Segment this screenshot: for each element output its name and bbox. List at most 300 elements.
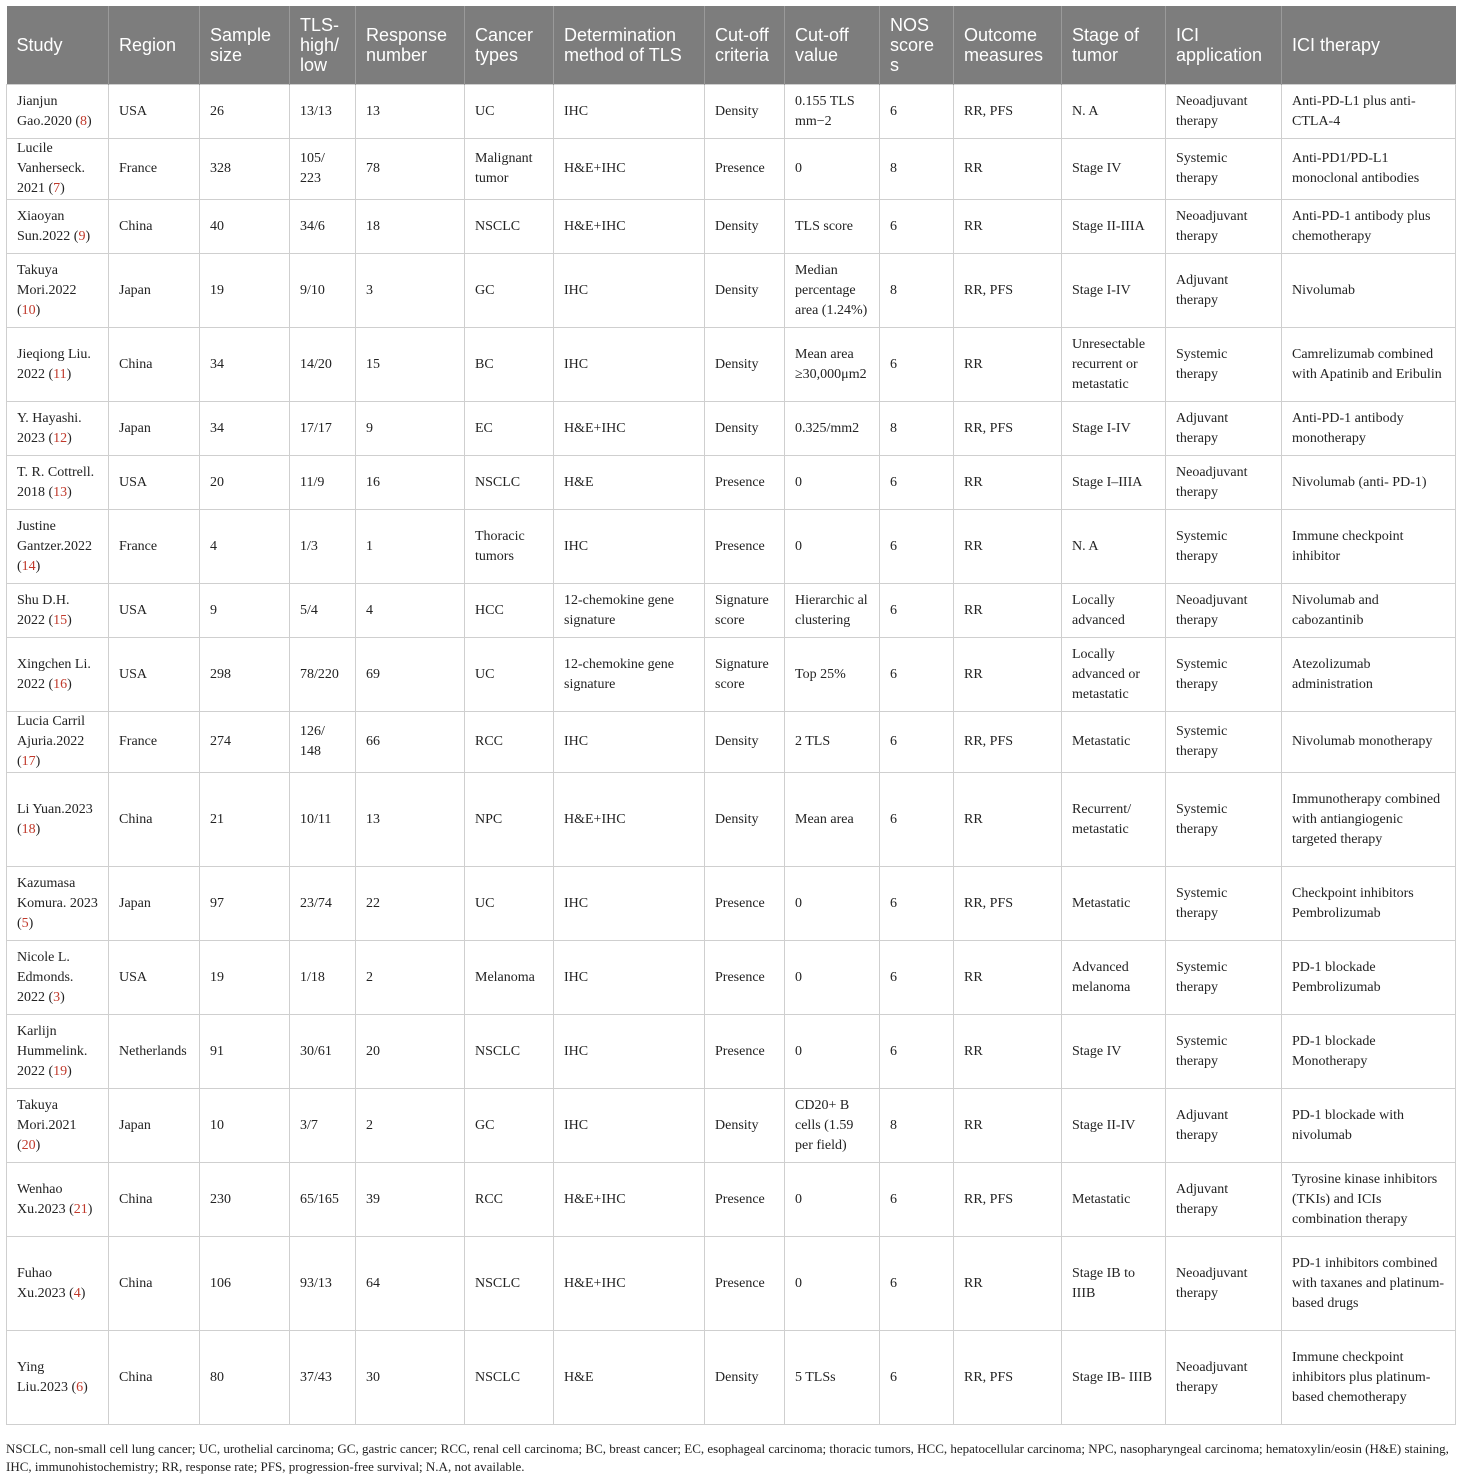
- method-cell: IHC: [554, 1015, 705, 1089]
- study-cell: Jianjun Gao.2020 (8): [7, 85, 109, 139]
- stage-cell: Stage I-IV: [1062, 402, 1166, 456]
- cutoff-value-cell: 0: [785, 1015, 880, 1089]
- cancer-types-cell: RCC: [465, 712, 554, 773]
- tls-high-low-cell: 1/18: [290, 941, 356, 1015]
- method-cell: IHC: [554, 85, 705, 139]
- cancer-types-cell: NSCLC: [465, 200, 554, 254]
- cutoff-value-cell: Mean area ≥30,000μm2: [785, 328, 880, 402]
- reference-link[interactable]: 18: [21, 821, 36, 837]
- method-cell: IHC: [554, 1089, 705, 1163]
- ici-application-cell: Neoadjuvant therapy: [1166, 200, 1282, 254]
- table-footnote: NSCLC, non-small cell lung cancer; UC, urothelial carcinoma; GC, gastric cancer; RCC, renal cell carcinoma; BC, breast cancer; EC, esophageal carcinoma; thoracic tumors, HCC, hepatocellular carcinoma; NPC, nasopharyngeal carcinoma; hematoxylin/eosin (H&E) staining, IHC, immunohistochemistry; RR, response rate; PFS, progression-free survival; N.A, not available.: [6, 1441, 1449, 1474]
- outcome-cell: RR, PFS: [954, 85, 1062, 139]
- table-row: [7, 712, 1456, 773]
- stage-cell: Metastatic: [1062, 867, 1166, 941]
- ici-application-cell: Systemic therapy: [1166, 510, 1282, 584]
- response-number-cell: 9: [356, 402, 465, 456]
- outcome-cell: RR, PFS: [954, 1331, 1062, 1425]
- response-number-cell: 4: [356, 584, 465, 638]
- sample-size-cell: 34: [200, 328, 290, 402]
- ici-therapy-cell: PD-1 blockade Pembrolizumab: [1282, 941, 1456, 1015]
- nos-score-cell: 6: [880, 1163, 954, 1237]
- reference-link[interactable]: 11: [53, 366, 67, 382]
- region-cell: Japan: [109, 1089, 200, 1163]
- nos-score-cell: 6: [880, 1237, 954, 1331]
- method-cell: IHC: [554, 712, 705, 773]
- outcome-cell: RR: [954, 638, 1062, 712]
- ici-application-cell: Systemic therapy: [1166, 941, 1282, 1015]
- cancer-types-cell: NSCLC: [465, 456, 554, 510]
- ici-application-cell: Adjuvant therapy: [1166, 254, 1282, 328]
- study-name: Karlijn Hummelink. 2022: [17, 1023, 88, 1079]
- study-cell: Wenhao Xu.2023 (21): [7, 1163, 109, 1237]
- study-name: Jianjun Gao.2020: [17, 93, 72, 129]
- region-cell: China: [109, 773, 200, 867]
- ici-application-cell: Neoadjuvant therapy: [1166, 85, 1282, 139]
- cutoff-value-cell: TLS score: [785, 200, 880, 254]
- reference-link[interactable]: 7: [53, 181, 61, 196]
- cutoff-value-cell: Median percentage area (1.24%): [785, 254, 880, 328]
- cancer-types-cell: GC: [465, 1089, 554, 1163]
- cutoff-criteria-cell: Presence: [705, 510, 785, 584]
- table-row: [7, 402, 1456, 456]
- sample-size-cell: 19: [200, 254, 290, 328]
- method-cell: H&E: [554, 1331, 705, 1425]
- cutoff-value-cell: 0.155 TLS mm−2: [785, 85, 880, 139]
- response-number-cell: 2: [356, 941, 465, 1015]
- cancer-types-cell: BC: [465, 328, 554, 402]
- study-cell: Y. Hayashi. 2023 (12): [7, 402, 109, 456]
- cancer-types-cell: EC: [465, 402, 554, 456]
- column-header: Cancer types: [465, 6, 554, 85]
- tls-high-low-cell: 3/7: [290, 1089, 356, 1163]
- response-number-cell: 30: [356, 1331, 465, 1425]
- cancer-types-cell: NSCLC: [465, 1331, 554, 1425]
- response-number-cell: 69: [356, 638, 465, 712]
- sample-size-cell: 91: [200, 1015, 290, 1089]
- stage-cell: Locally advanced: [1062, 584, 1166, 638]
- cutoff-criteria-cell: Density: [705, 773, 785, 867]
- ici-therapy-cell: PD-1 blockade with nivolumab: [1282, 1089, 1456, 1163]
- cutoff-criteria-cell: Density: [705, 402, 785, 456]
- cutoff-value-cell: 2 TLS: [785, 712, 880, 773]
- cancer-types-cell: Thoracic tumors: [465, 510, 554, 584]
- region-cell: USA: [109, 456, 200, 510]
- method-cell: 12-chemokine gene signature: [554, 584, 705, 638]
- sample-size-cell: 34: [200, 402, 290, 456]
- cutoff-value-cell: 0: [785, 941, 880, 1015]
- column-header: ICI therapy: [1282, 6, 1456, 85]
- reference-link[interactable]: 13: [53, 484, 68, 500]
- cancer-types-cell: HCC: [465, 584, 554, 638]
- reference-link[interactable]: 4: [73, 1285, 81, 1301]
- stage-cell: Stage I–IIIA: [1062, 456, 1166, 510]
- tls-high-low-cell: 14/20: [290, 328, 356, 402]
- tls-high-low-cell: 9/10: [290, 254, 356, 328]
- region-cell: China: [109, 1331, 200, 1425]
- tls-high-low-cell: 65/165: [290, 1163, 356, 1237]
- tls-high-low-cell: 30/61: [290, 1015, 356, 1089]
- ici-application-cell: Adjuvant therapy: [1166, 402, 1282, 456]
- column-header: Study: [7, 6, 109, 85]
- method-cell: H&E: [554, 456, 705, 510]
- ici-application-cell: Systemic therapy: [1166, 1015, 1282, 1089]
- tls-high-low-cell: 37/43: [290, 1331, 356, 1425]
- study-name: Wenhao Xu.2023: [17, 1181, 66, 1217]
- tls-high-low-cell: 5/4: [290, 584, 356, 638]
- study-name: Lucia Carril Ajuria.2022: [17, 714, 86, 749]
- study-cell: Nicole L. Edmonds. 2022 (3): [7, 941, 109, 1015]
- method-cell: IHC: [554, 510, 705, 584]
- method-cell: IHC: [554, 867, 705, 941]
- cutoff-value-cell: Top 25%: [785, 638, 880, 712]
- tls-high-low-cell: 126/ 148: [290, 712, 356, 773]
- response-number-cell: 3: [356, 254, 465, 328]
- column-header: ICI application: [1166, 6, 1282, 85]
- cutoff-value-cell: Mean area: [785, 773, 880, 867]
- reference-link[interactable]: 19: [53, 1063, 68, 1079]
- cutoff-value-cell: 0: [785, 510, 880, 584]
- reference-link[interactable]: 16: [53, 676, 68, 692]
- header-row: [7, 6, 1456, 85]
- stage-cell: Stage IB to IIIB: [1062, 1237, 1166, 1331]
- outcome-cell: RR: [954, 200, 1062, 254]
- reference-link[interactable]: 17: [21, 754, 36, 769]
- reference-link[interactable]: 5: [21, 915, 29, 931]
- outcome-cell: RR, PFS: [954, 712, 1062, 773]
- ici-therapy-cell: Anti-PD-1 antibody monotherapy: [1282, 402, 1456, 456]
- cutoff-value-cell: 0.325/mm2: [785, 402, 880, 456]
- outcome-cell: RR, PFS: [954, 402, 1062, 456]
- column-header: Sample size: [200, 6, 290, 85]
- ici-therapy-cell: Anti-PD-1 antibody plus chemotherapy: [1282, 200, 1456, 254]
- outcome-cell: RR: [954, 1089, 1062, 1163]
- sample-size-cell: 20: [200, 456, 290, 510]
- reference-link[interactable]: 10: [21, 302, 36, 318]
- column-header: NOS score s: [880, 6, 954, 85]
- sample-size-cell: 40: [200, 200, 290, 254]
- study-cell: Xingchen Li. 2022 (16): [7, 638, 109, 712]
- nos-score-cell: 6: [880, 867, 954, 941]
- outcome-cell: RR: [954, 456, 1062, 510]
- stage-cell: Recurrent/ metastatic: [1062, 773, 1166, 867]
- study-name: Xiaoyan Sun.2022: [17, 208, 71, 244]
- tls-high-low-cell: 93/13: [290, 1237, 356, 1331]
- region-cell: USA: [109, 584, 200, 638]
- sample-size-cell: 230: [200, 1163, 290, 1237]
- method-cell: H&E+IHC: [554, 139, 705, 200]
- study-cell: Jieqiong Liu. 2022 (11): [7, 328, 109, 402]
- study-cell: Lucile Vanherseck. 2021 (7): [7, 139, 109, 200]
- ici-therapy-cell: Atezolizumab administration: [1282, 638, 1456, 712]
- reference-link[interactable]: 3: [53, 989, 61, 1005]
- cutoff-value-cell: 0: [785, 456, 880, 510]
- study-name: Takuya Mori.2021: [17, 1097, 77, 1133]
- nos-score-cell: 8: [880, 254, 954, 328]
- study-cell: Ying Liu.2023 (6): [7, 1331, 109, 1425]
- column-header: Cut-off criteria: [705, 6, 785, 85]
- cancer-types-cell: NSCLC: [465, 1237, 554, 1331]
- ici-application-cell: Systemic therapy: [1166, 867, 1282, 941]
- cutoff-criteria-cell: Signature score: [705, 584, 785, 638]
- ici-therapy-cell: Nivolumab monotherapy: [1282, 712, 1456, 773]
- response-number-cell: 1: [356, 510, 465, 584]
- ici-therapy-cell: Immune checkpoint inhibitors plus platinum-based chemotherapy: [1282, 1331, 1456, 1425]
- region-cell: Japan: [109, 867, 200, 941]
- table-row: [7, 1237, 1456, 1331]
- tls-high-low-cell: 17/17: [290, 402, 356, 456]
- nos-score-cell: 8: [880, 1089, 954, 1163]
- region-cell: China: [109, 328, 200, 402]
- cancer-types-cell: UC: [465, 85, 554, 139]
- cancer-types-cell: GC: [465, 254, 554, 328]
- ici-application-cell: Systemic therapy: [1166, 328, 1282, 402]
- method-cell: 12-chemokine gene signature: [554, 638, 705, 712]
- study-name: Takuya Mori.2022: [17, 262, 77, 298]
- ici-application-cell: Adjuvant therapy: [1166, 1163, 1282, 1237]
- cancer-types-cell: Malignant tumor: [465, 139, 554, 200]
- region-cell: USA: [109, 638, 200, 712]
- study-name: Li Yuan.2023: [17, 801, 93, 817]
- sample-size-cell: 4: [200, 510, 290, 584]
- column-header: Cut-off value: [785, 6, 880, 85]
- ici-therapy-cell: Checkpoint inhibitors Pembrolizumab: [1282, 867, 1456, 941]
- study-name: Lucile Vanherseck. 2021: [17, 141, 86, 196]
- response-number-cell: 78: [356, 139, 465, 200]
- reference-link[interactable]: 20: [21, 1137, 36, 1153]
- region-cell: France: [109, 510, 200, 584]
- ici-application-cell: Systemic therapy: [1166, 712, 1282, 773]
- ici-therapy-cell: Anti-PD1/PD-L1 monoclonal antibodies: [1282, 139, 1456, 200]
- outcome-cell: RR: [954, 941, 1062, 1015]
- reference-link[interactable]: 15: [53, 612, 68, 628]
- column-header: Outcome measures: [954, 6, 1062, 85]
- outcome-cell: RR, PFS: [954, 867, 1062, 941]
- stage-cell: Stage I-IV: [1062, 254, 1166, 328]
- cutoff-value-cell: 0: [785, 867, 880, 941]
- cutoff-criteria-cell: Density: [705, 200, 785, 254]
- nos-score-cell: 6: [880, 510, 954, 584]
- ici-application-cell: Systemic therapy: [1166, 773, 1282, 867]
- table-row: [7, 254, 1456, 328]
- sample-size-cell: 274: [200, 712, 290, 773]
- table-row: [7, 941, 1456, 1015]
- sample-size-cell: 26: [200, 85, 290, 139]
- ici-therapy-cell: Immune checkpoint inhibitor: [1282, 510, 1456, 584]
- cancer-types-cell: UC: [465, 867, 554, 941]
- table-row: [7, 1015, 1456, 1089]
- cutoff-criteria-cell: Density: [705, 254, 785, 328]
- table-row: [7, 867, 1456, 941]
- study-cell: Shu D.H. 2022 (15): [7, 584, 109, 638]
- study-cell: Fuhao Xu.2023 (4): [7, 1237, 109, 1331]
- response-number-cell: 22: [356, 867, 465, 941]
- reference-link[interactable]: 6: [76, 1379, 84, 1395]
- nos-score-cell: 6: [880, 1331, 954, 1425]
- nos-score-cell: 6: [880, 1015, 954, 1089]
- column-header: Response number: [356, 6, 465, 85]
- cutoff-value-cell: Hierarchic al clustering: [785, 584, 880, 638]
- method-cell: H&E+IHC: [554, 402, 705, 456]
- sample-size-cell: 328: [200, 139, 290, 200]
- stage-cell: Stage IB- IIIB: [1062, 1331, 1166, 1425]
- study-name: Xingchen Li. 2022: [17, 656, 91, 692]
- study-cell: Kazumasa Komura. 2023 (5): [7, 867, 109, 941]
- nos-score-cell: 6: [880, 456, 954, 510]
- tls-high-low-cell: 13/13: [290, 85, 356, 139]
- sample-size-cell: 19: [200, 941, 290, 1015]
- study-name: Nicole L. Edmonds. 2022: [17, 949, 74, 1005]
- tls-high-low-cell: 10/11: [290, 773, 356, 867]
- tls-high-low-cell: 23/74: [290, 867, 356, 941]
- cutoff-criteria-cell: Presence: [705, 941, 785, 1015]
- region-cell: France: [109, 712, 200, 773]
- table-row: [7, 456, 1456, 510]
- nos-score-cell: 8: [880, 402, 954, 456]
- cancer-types-cell: NSCLC: [465, 1015, 554, 1089]
- cutoff-criteria-cell: Presence: [705, 139, 785, 200]
- table-row: [7, 139, 1456, 200]
- tls-high-low-cell: 105/ 223: [290, 139, 356, 200]
- sample-size-cell: 80: [200, 1331, 290, 1425]
- cutoff-criteria-cell: Presence: [705, 1163, 785, 1237]
- stage-cell: Stage II-IV: [1062, 1089, 1166, 1163]
- ici-application-cell: Systemic therapy: [1166, 638, 1282, 712]
- tls-high-low-cell: 11/9: [290, 456, 356, 510]
- column-header: TLS-high/ low: [290, 6, 356, 85]
- cutoff-criteria-cell: Density: [705, 85, 785, 139]
- response-number-cell: 18: [356, 200, 465, 254]
- outcome-cell: RR: [954, 328, 1062, 402]
- stage-cell: Stage II-IIIA: [1062, 200, 1166, 254]
- reference-link[interactable]: 14: [21, 558, 36, 574]
- response-number-cell: 20: [356, 1015, 465, 1089]
- column-header: Stage of tumor: [1062, 6, 1166, 85]
- table-row: [7, 510, 1456, 584]
- outcome-cell: RR: [954, 1237, 1062, 1331]
- region-cell: Netherlands: [109, 1015, 200, 1089]
- ici-therapy-cell: Camrelizumab combined with Apatinib and Eribulin: [1282, 328, 1456, 402]
- study-cell: Takuya Mori.2021 (20): [7, 1089, 109, 1163]
- method-cell: IHC: [554, 328, 705, 402]
- stage-cell: N. A: [1062, 85, 1166, 139]
- table-row: [7, 1163, 1456, 1237]
- ici-therapy-cell: PD-1 blockade Monotherapy: [1282, 1015, 1456, 1089]
- outcome-cell: RR: [954, 584, 1062, 638]
- ici-therapy-cell: Nivolumab (anti- PD-1): [1282, 456, 1456, 510]
- ici-application-cell: Systemic therapy: [1166, 139, 1282, 200]
- study-cell: Takuya Mori.2022 (10): [7, 254, 109, 328]
- stage-cell: Metastatic: [1062, 712, 1166, 773]
- nos-score-cell: 6: [880, 773, 954, 867]
- tls-high-low-cell: 34/6: [290, 200, 356, 254]
- cutoff-criteria-cell: Presence: [705, 1237, 785, 1331]
- cutoff-value-cell: 0: [785, 1237, 880, 1331]
- method-cell: IHC: [554, 254, 705, 328]
- studies-table: [6, 6, 1456, 1425]
- sample-size-cell: 10: [200, 1089, 290, 1163]
- study-name: T. R. Cottrell. 2018: [17, 464, 95, 500]
- cutoff-criteria-cell: Presence: [705, 456, 785, 510]
- stage-cell: Locally advanced or metastatic: [1062, 638, 1166, 712]
- sample-size-cell: 106: [200, 1237, 290, 1331]
- response-number-cell: 66: [356, 712, 465, 773]
- region-cell: USA: [109, 85, 200, 139]
- stage-cell: Metastatic: [1062, 1163, 1166, 1237]
- cancer-types-cell: NPC: [465, 773, 554, 867]
- study-cell: Lucia Carril Ajuria.2022 (17): [7, 712, 109, 773]
- outcome-cell: RR: [954, 773, 1062, 867]
- table-row: [7, 638, 1456, 712]
- study-name: Shu D.H. 2022: [17, 592, 70, 628]
- table-row: [7, 200, 1456, 254]
- response-number-cell: 15: [356, 328, 465, 402]
- reference-link[interactable]: 9: [78, 228, 86, 244]
- reference-link[interactable]: 21: [73, 1201, 88, 1217]
- stage-cell: N. A: [1062, 510, 1166, 584]
- study-cell: Xiaoyan Sun.2022 (9): [7, 200, 109, 254]
- nos-score-cell: 6: [880, 584, 954, 638]
- ici-application-cell: Neoadjuvant therapy: [1166, 584, 1282, 638]
- stage-cell: Stage IV: [1062, 1015, 1166, 1089]
- nos-score-cell: 6: [880, 712, 954, 773]
- response-number-cell: 16: [356, 456, 465, 510]
- ici-application-cell: Adjuvant therapy: [1166, 1089, 1282, 1163]
- study-name: Jieqiong Liu. 2022: [17, 346, 91, 382]
- column-header: Determination method of TLS: [554, 6, 705, 85]
- table-container: [6, 6, 1455, 1425]
- response-number-cell: 13: [356, 85, 465, 139]
- outcome-cell: RR: [954, 139, 1062, 200]
- outcome-cell: RR: [954, 1015, 1062, 1089]
- region-cell: France: [109, 139, 200, 200]
- ici-therapy-cell: Nivolumab and cabozantinib: [1282, 584, 1456, 638]
- table-row: [7, 1331, 1456, 1425]
- nos-score-cell: 8: [880, 139, 954, 200]
- nos-score-cell: 6: [880, 638, 954, 712]
- reference-link[interactable]: 12: [53, 430, 68, 446]
- cutoff-criteria-cell: Presence: [705, 867, 785, 941]
- response-number-cell: 39: [356, 1163, 465, 1237]
- response-number-cell: 2: [356, 1089, 465, 1163]
- table-row: [7, 328, 1456, 402]
- study-name: Y. Hayashi. 2023: [17, 410, 82, 446]
- region-cell: China: [109, 1237, 200, 1331]
- study-name: Justine Gantzer.2022: [17, 518, 93, 554]
- sample-size-cell: 298: [200, 638, 290, 712]
- study-cell: Justine Gantzer.2022 (14): [7, 510, 109, 584]
- nos-score-cell: 6: [880, 200, 954, 254]
- study-cell: T. R. Cottrell. 2018 (13): [7, 456, 109, 510]
- region-cell: Japan: [109, 402, 200, 456]
- ici-application-cell: Neoadjuvant therapy: [1166, 1237, 1282, 1331]
- tls-high-low-cell: 78/220: [290, 638, 356, 712]
- method-cell: H&E+IHC: [554, 200, 705, 254]
- outcome-cell: RR, PFS: [954, 1163, 1062, 1237]
- study-name: Ying Liu.2023: [17, 1359, 68, 1395]
- cancer-types-cell: RCC: [465, 1163, 554, 1237]
- outcome-cell: RR: [954, 510, 1062, 584]
- outcome-cell: RR, PFS: [954, 254, 1062, 328]
- ici-therapy-cell: Nivolumab: [1282, 254, 1456, 328]
- region-cell: China: [109, 200, 200, 254]
- ici-therapy-cell: PD-1 inhibitors combined with taxanes and platinum-based drugs: [1282, 1237, 1456, 1331]
- method-cell: H&E+IHC: [554, 773, 705, 867]
- cutoff-criteria-cell: Density: [705, 1331, 785, 1425]
- reference-link[interactable]: 8: [80, 113, 87, 129]
- tls-high-low-cell: 1/3: [290, 510, 356, 584]
- region-cell: China: [109, 1163, 200, 1237]
